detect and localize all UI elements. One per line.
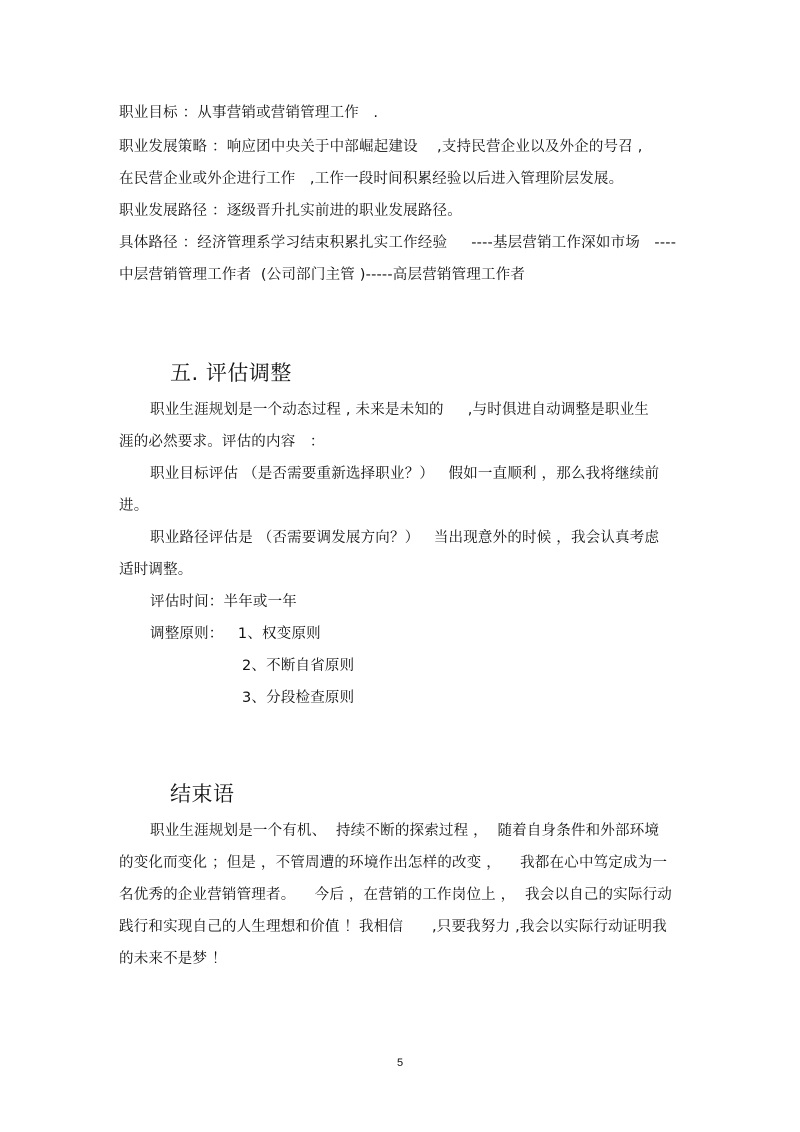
adjustment-principle-line: 2、不断自省原则	[242, 658, 355, 674]
conclusion-paragraph-line: 践行和实现自己的人生理想和价值 ！我相信 ,只要我努力 ,我会以实际行动证明我	[119, 919, 667, 935]
section-five-paragraph-line: 适时调整。	[119, 562, 193, 578]
conclusion-paragraph-line: 职业生涯规划是一个有机、 持续不断的探索过程 ， 随着自身条件和外部环境	[150, 823, 660, 839]
section-five-paragraph-line: 职业目标评估 （是否需要重新选择职业？） 假如一直顺利 ，那么我将继续前	[150, 466, 660, 482]
specific-path-line-cont: 中层营销管理工作者 (公司部门主管 )-----高层营销管理工作者	[119, 267, 526, 283]
section-five-paragraph-line: 进。	[119, 498, 149, 514]
specific-path-line: 具体路径 ：经济管理系学习结束积累扎实工作经验 ----基层营销工作深如市场 ----	[119, 235, 677, 251]
conclusion-paragraph-line: 名优秀的企业营销管理者。 今后 ，在营销的工作岗位上 ， 我会以自己的实际行动	[119, 887, 672, 903]
conclusion-paragraph-line: 的变化而变化 ；但是 ，不管周遭的环境作出怎样的改变 ， 我都在心中笃定成为一	[119, 855, 668, 871]
conclusion-heading: 结束语	[170, 782, 235, 806]
career-path-line: 职业发展路径 ：逐级晋升扎实前进的职业发展路径。	[119, 203, 462, 219]
career-goal-line: 职业目标 ：从事营销或营销管理工作 .	[119, 105, 379, 121]
section-five-paragraph-line: 职业路径评估是 （否需要调发展方向？） 当出现意外的时候 ，我会认真考虑	[150, 530, 660, 546]
career-strategy-line: 职业发展策略 ：响应团中央关于中部崛起建设 ,支持民营企业以及外企的号召 ,	[119, 139, 643, 155]
career-strategy-line-cont: 在民营企业或外企进行工作 ,工作一段时间积累经验以后进入管理阶层发展。	[119, 171, 624, 187]
adjustment-principle-line: 调整原则： 1、权变原则	[150, 626, 321, 642]
section-five-paragraph-line: 职业生涯规划是一个动态过程 , 未来是未知的 ,与时俱进自动调整是职业生	[150, 402, 649, 418]
section-five-paragraph-line: 涯的必然要求。评估的内容 ：	[119, 434, 325, 450]
page-number: 5	[397, 1057, 404, 1069]
evaluation-time-line: 评估时间：半年或一年	[150, 594, 297, 610]
conclusion-paragraph-line: 的未来不是梦 ！	[119, 951, 227, 967]
adjustment-principle-line: 3、分段检查原则	[242, 690, 355, 706]
section-five-heading: 五. 评估调整	[170, 361, 292, 385]
